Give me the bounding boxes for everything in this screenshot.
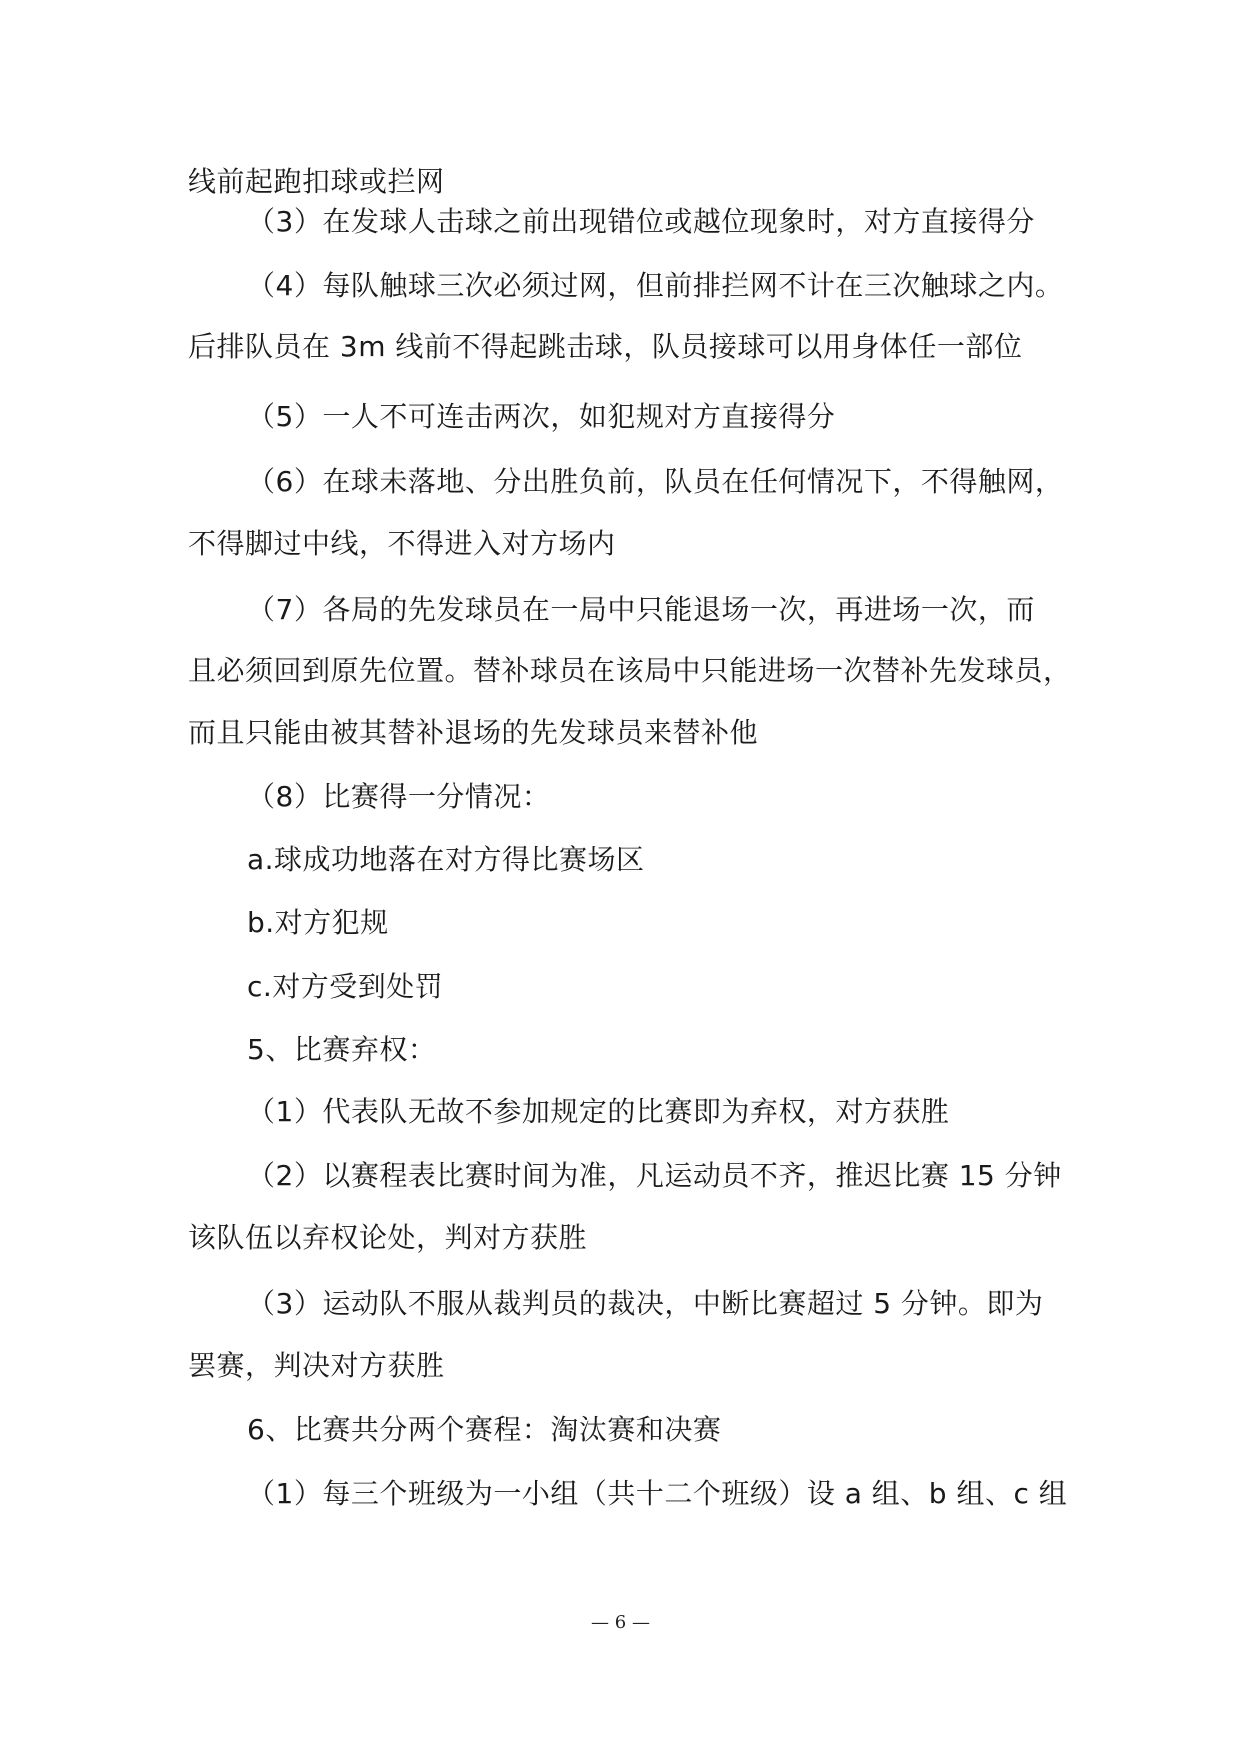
text-line: 后排队员在 3m 线前不得起跳击球，队员接球可以用身体任一部位 [188,330,1023,363]
text-line: 该队伍以弃权论处，判对方获胜 [188,1221,588,1254]
text-line: 线前起跑扣球或拦网 [188,165,445,198]
text-line: （2）以赛程表比赛时间为准，凡运动员不齐，推迟比赛 15 分钟 [247,1159,1062,1192]
text-line: （1）代表队无故不参加规定的比赛即为弃权，对方获胜 [247,1095,950,1128]
text-line: （1）每三个班级为一小组（共十二个班级）设 a 组、b 组、c 组 [247,1477,1068,1510]
text-line: （8）比赛得一分情况： [247,780,551,813]
text-line: 罢赛，判决对方获胜 [188,1349,445,1382]
section-heading: 6、比赛共分两个赛程：淘汰赛和决赛 [247,1413,722,1446]
text-line: 而且只能由被其替补退场的先发球员来替补他 [188,716,759,749]
text-line: b.对方犯规 [247,906,389,939]
text-line: a.球成功地落在对方得比赛场区 [247,843,645,876]
text-line: （3）运动队不服从裁判员的裁决，中断比赛超过 5 分钟。即为 [247,1287,1044,1320]
text-line: （4）每队触球三次必须过网，但前排拦网不计在三次触球之内。 [247,269,1064,302]
text-line: （7）各局的先发球员在一局中只能退场一次，再进场一次，而 [247,593,1035,626]
text-line: c.对方受到处罚 [247,970,444,1003]
section-heading: 5、比赛弃权： [247,1033,437,1066]
text-line: 且必须回到原先位置。替补球员在该局中只能进场一次替补先发球员， [188,654,1072,687]
text-line: 不得脚过中线，不得进入对方场内 [188,527,616,560]
text-line: （3）在发球人击球之前出现错位或越位现象时，对方直接得分 [247,205,1035,238]
text-line: （6）在球未落地、分出胜负前，队员在任何情况下，不得触网， [247,465,1064,498]
text-line: （5）一人不可连击两次，如犯规对方直接得分 [247,400,836,433]
page-number: — 6 — [591,1612,650,1633]
